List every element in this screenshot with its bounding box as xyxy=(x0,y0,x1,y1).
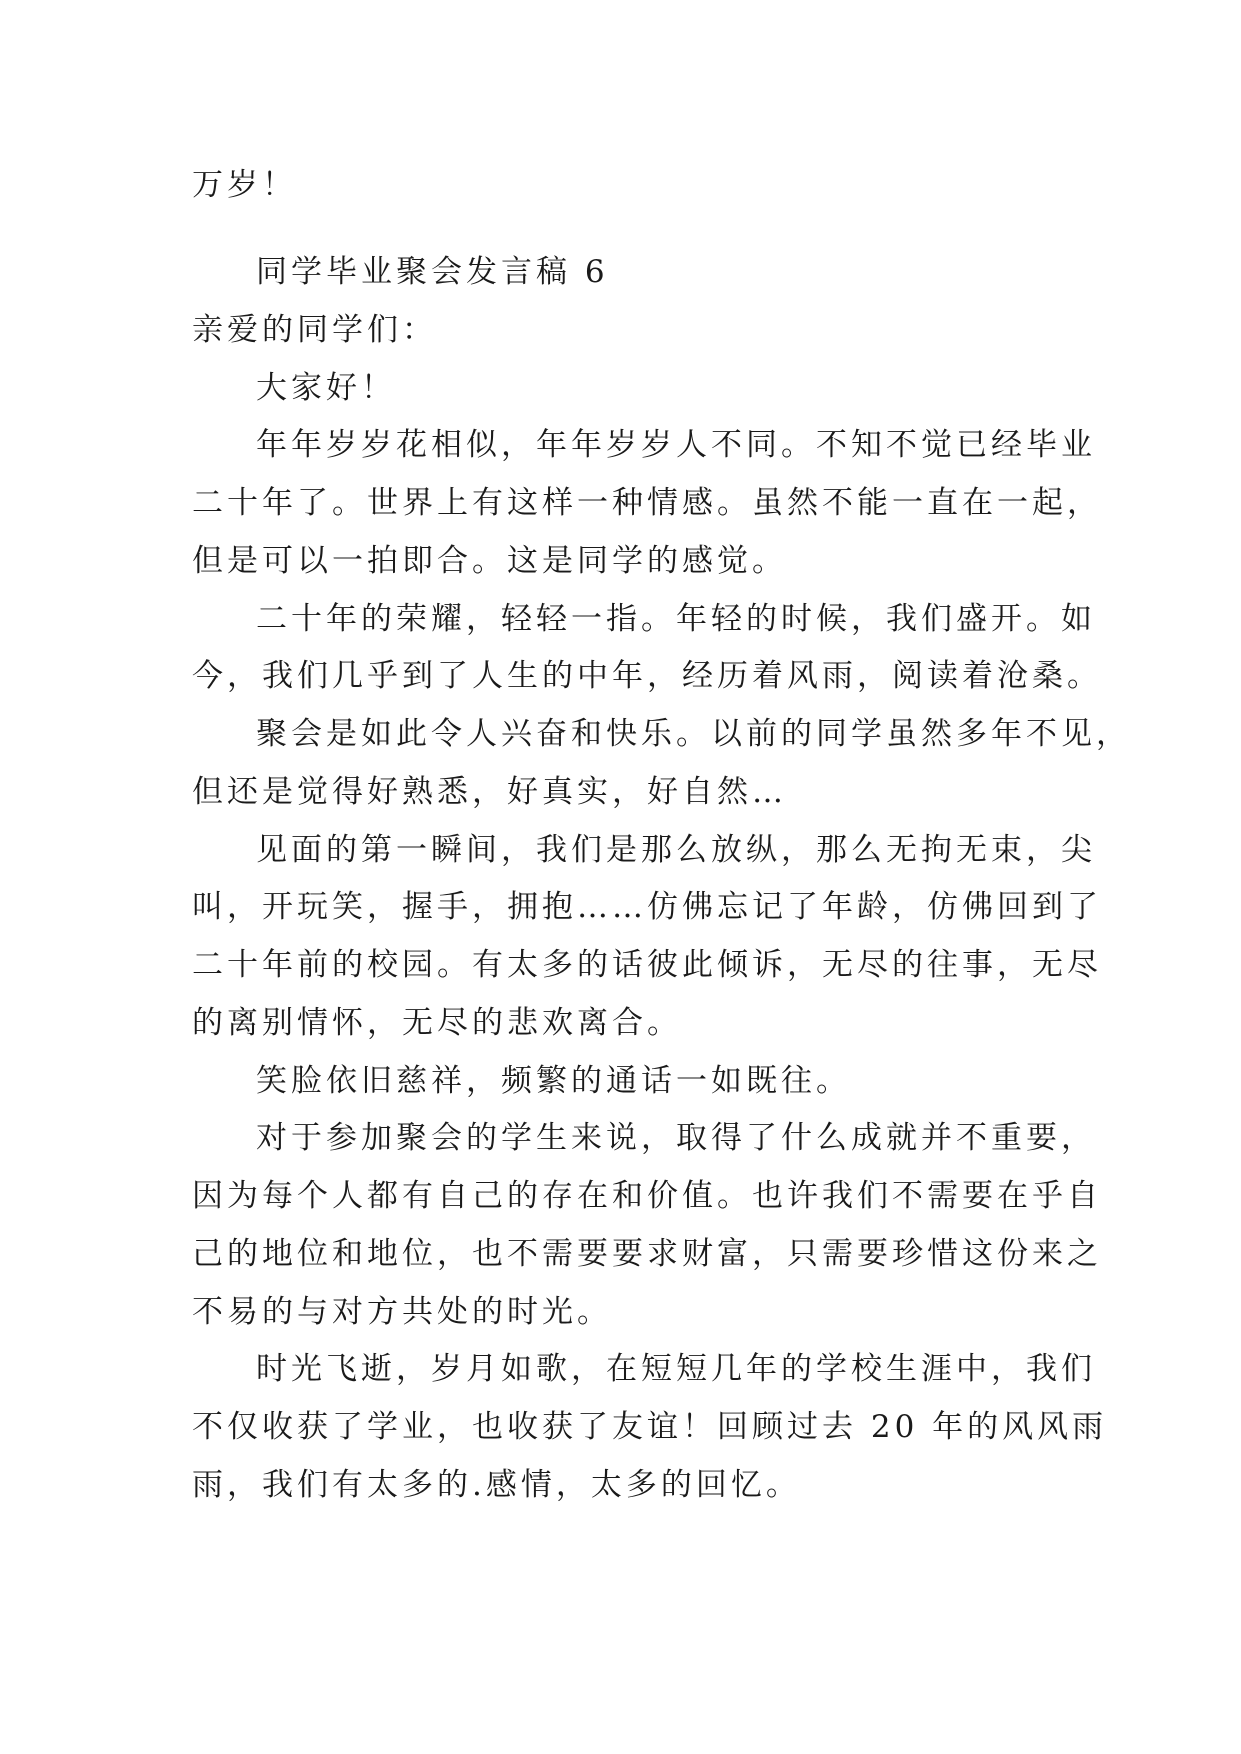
paragraph-line: 但是可以一拍即合。这是同学的感觉。 xyxy=(192,543,787,579)
paragraph-line: 不仅收获了学业，也收获了友谊！回顾过去 20 年的风风雨 xyxy=(192,1409,1108,1445)
paragraph-line: 见面的第一瞬间，我们是那么放纵，那么无拘无束，尖 xyxy=(256,832,1096,868)
paragraph-line: 但还是觉得好熟悉，好真实，好自然… xyxy=(192,774,787,810)
paragraph-line: 叫，开玩笑，握手，拥抱……仿佛忘记了年龄，仿佛回到了 xyxy=(192,889,1102,925)
paragraph-line: 今，我们几乎到了人生的中年，经历着风雨，阅读着沧桑。 xyxy=(192,658,1102,694)
paragraph-line: 二十年了。世界上有这样一种情感。虽然不能一直在一起， xyxy=(192,485,1102,521)
paragraph-line: 时光飞逝，岁月如歌，在短短几年的学校生涯中，我们 xyxy=(256,1351,1096,1387)
section-title: 同学毕业聚会发言稿 6 xyxy=(256,254,609,290)
salutation: 亲爱的同学们： xyxy=(192,312,437,348)
paragraph-line: 因为每个人都有自己的存在和价值。也许我们不需要在乎自 xyxy=(192,1178,1102,1214)
greeting: 大家好！ xyxy=(256,370,396,406)
paragraph-line: 二十年前的校园。有太多的话彼此倾诉，无尽的往事，无尽 xyxy=(192,947,1102,983)
paragraph-line: 笑脸依旧慈祥，频繁的通话一如既往。 xyxy=(256,1063,851,1099)
paragraph-line: 雨，我们有太多的.感情，太多的回忆。 xyxy=(192,1467,801,1503)
paragraph-line: 二十年的荣耀，轻轻一指。年轻的时候，我们盛开。如 xyxy=(256,601,1096,637)
paragraph-line: 己的地位和地位，也不需要要求财富，只需要珍惜这份来之 xyxy=(192,1236,1102,1272)
paragraph-line: 对于参加聚会的学生来说，取得了什么成就并不重要， xyxy=(256,1120,1096,1156)
paragraph-line: 的离别情怀，无尽的悲欢离合。 xyxy=(192,1005,682,1041)
text-line: 万岁！ xyxy=(192,167,297,203)
paragraph-line: 年年岁岁花相似，年年岁岁人不同。不知不觉已经毕业 xyxy=(256,427,1096,463)
paragraph-line: 聚会是如此令人兴奋和快乐。以前的同学虽然多年不见， xyxy=(256,716,1131,752)
paragraph-line: 不易的与对方共处的时光。 xyxy=(192,1294,612,1330)
